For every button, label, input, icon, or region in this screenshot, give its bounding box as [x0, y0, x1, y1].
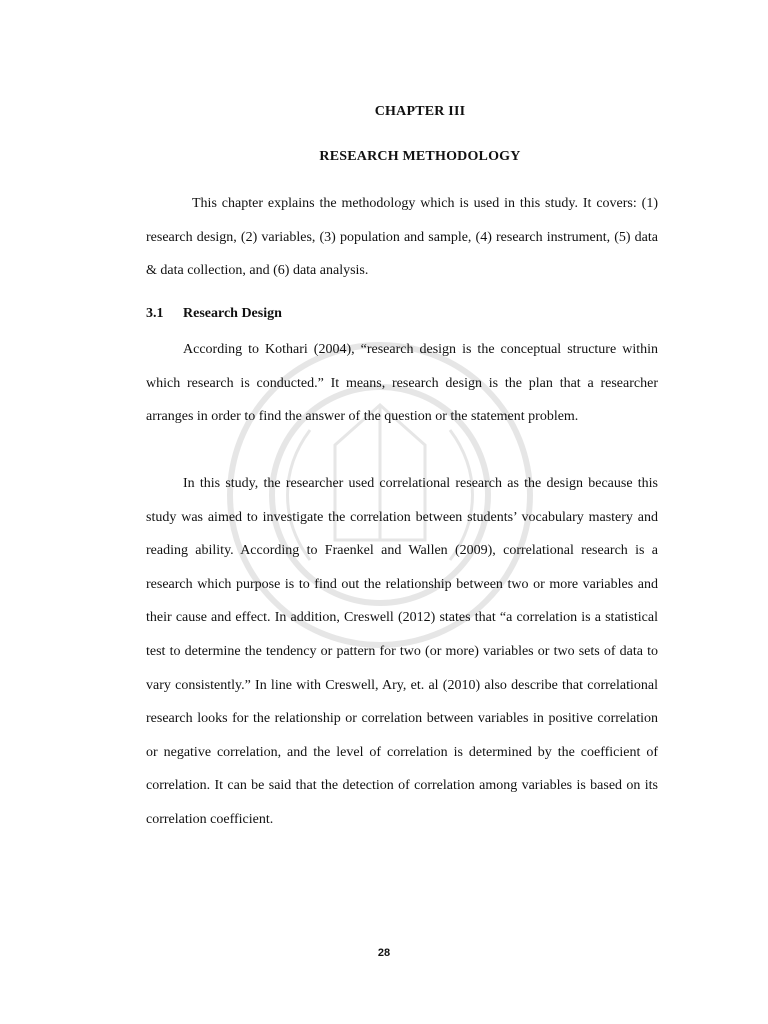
page-number: 28	[377, 947, 391, 959]
section-heading	[146, 306, 282, 322]
section-number: 3.1	[146, 306, 164, 321]
intro-paragraph: This chapter explains the methodology which is used in this study. It covers: (1) research design, (2) variables, (3) population and sample, (4) research instrument, (5) data & data collection, and (6) data analysis.	[146, 196, 658, 279]
chapter-label: CHAPTER III	[374, 104, 466, 119]
section-title: Research Design	[183, 306, 282, 321]
body-paragraph: In this study, the researcher used correlational research as the design because this study was aimed to investigate the correlation between students’ vocabulary mastery and reading ability. According to Fraenkel and Wallen (2009), correlational research is a research which purpose is to find out the relationship between two or more variables and their cause and effect. In addition, Creswell (2012) states that “a correlation is a statistical test to determine the tendency or pattern for two (or more) variables or two sets of data to vary consistently.” In line with Creswell, Ary, et. al (2010) also describe that correlational research looks for the relationship or correlation between variables in positive correlation or negative correlation, and the level of correlation is determined by the coefficient of correlation. It can be said that the detection of correlation among variables is based on its correlation coefficient.	[146, 476, 658, 827]
body-paragraph: According to Kothari (2004), “research design is the conceptual structure within which research is conducted.” It means, research design is the plan that a researcher arranges in order to find the answer of the question or the statement problem.	[146, 342, 658, 425]
chapter-title: RESEARCH METHODOLOGY	[319, 149, 521, 164]
